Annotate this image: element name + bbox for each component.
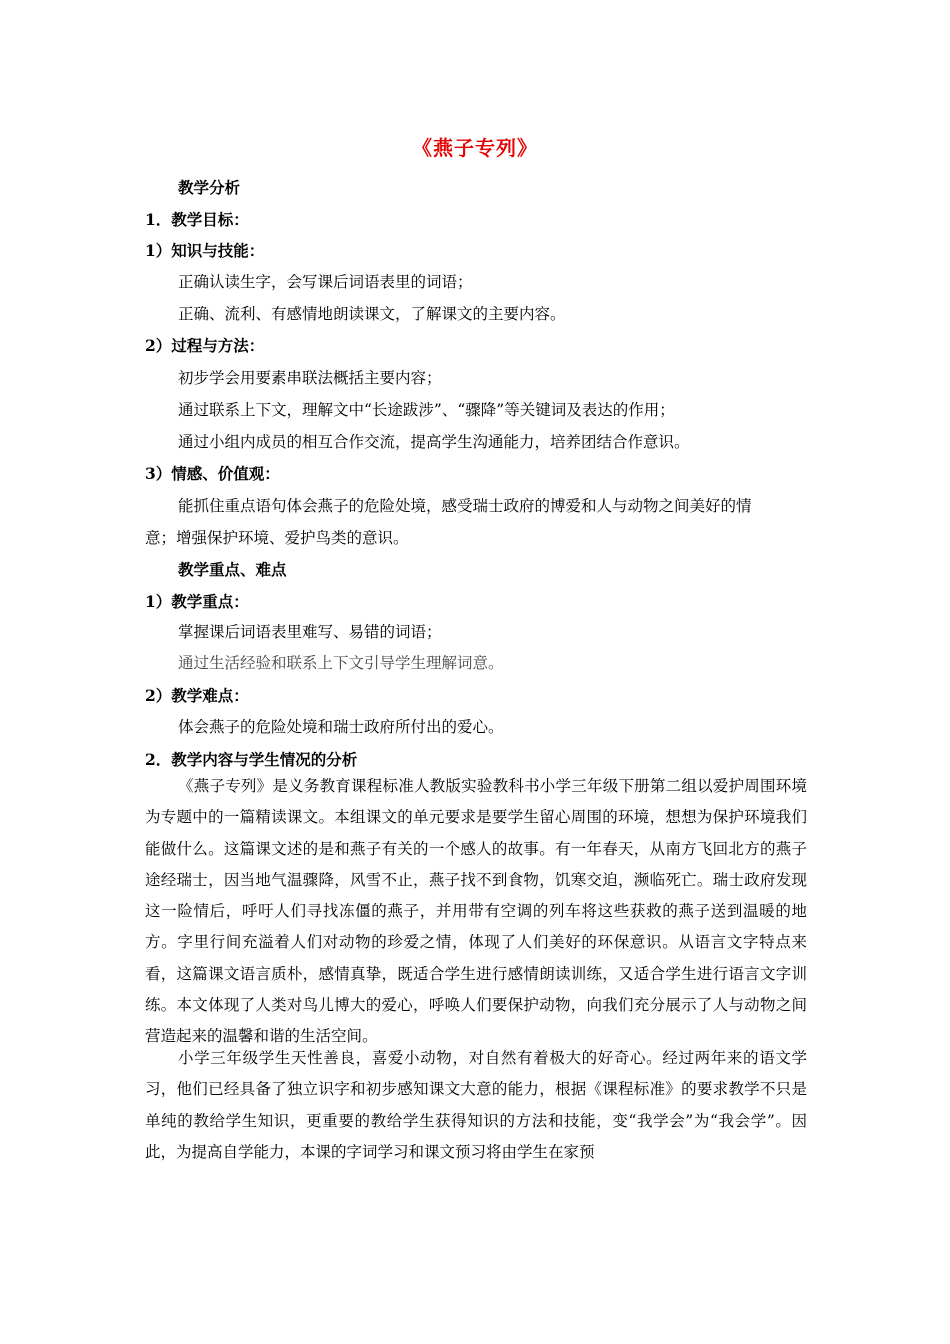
difficult-heading: 2）教学难点： [145,686,249,705]
knowledge-item: 正确认读生字，会写课后词语表里的词语； [178,273,473,291]
process-item: 通过联系上下文，理解文中“长途跋涉”、“骤降”等关键词及表达的作用； [178,401,675,419]
keypoints-heading: 教学重点、难点 [178,560,287,579]
document-title: 《燕子专列》 [412,136,538,160]
key-item: 通过生活经验和联系上下文引导学生理解词意。 [178,654,504,672]
content-heading: 2．教学内容与学生情况的分析 [145,750,358,769]
key-heading: 1）教学重点： [145,592,249,611]
emotion-text-line: 意；增强保护环境、爱护鸟类的意识。 [145,529,409,547]
knowledge-item: 正确、流利、有感情地朗读课文，了解课文的主要内容。 [178,305,566,323]
content-paragraph: 《燕子专列》是义务教育课程标准人教版实验教科书小学三年级下册第二组以爱护周围环境为专题中的一篇精读课文。本组课文的单元要求是要学生留心周围的环境，想想为保护环境我们能做什么。这篇课文述的是和燕子有关的一个感人的故事。有一年春天，从南方飞回北方的燕子途经瑞士，因当地气温骤降，风雪不止，燕子找不到食物，饥寒交迫，濒临死亡。瑞士政府发现这一险情后，呼吁人们寻找冻僵的燕子，并用带有空调的列车将这些获救的燕子送到温暖的地方。字里行间充溢着人们对动物的珍爱之情，体现了人们美好的环保意识。从语言文字特点来看，这篇课文语言质朴，感情真挚，既适合学生进行感情朗读训练，又适合学生进行语言文字训练。本文体现了人类对鸟儿博大的爱心，呼唤人们要保护动物，向我们充分展示了人与动物之间营造起来的温馨和谐的生活空间。 [145,777,807,1046]
emotion-heading: 3）情感、价值观： [145,464,280,483]
key-item: 掌握课后词语表里难写、易错的词语； [178,623,442,641]
difficult-item: 体会燕子的危险处境和瑞士政府所付出的爱心。 [178,718,504,736]
process-item: 初步学会用要素串联法概括主要内容； [178,369,442,387]
emotion-text-line: 能抓住重点语句体会燕子的危险处境，感受瑞士政府的博爱和人与动物之间美好的情 [178,497,752,515]
process-item: 通过小组内成员的相互合作交流，提高学生沟通能力，培养团结合作意识。 [178,433,690,451]
students-paragraph: 小学三年级学生天性善良，喜爱小动物，对自然有着极大的好奇心。经过两年来的语文学习，他们已经具备了独立识字和初步感知课文大意的能力，根据《课程标准》的要求教学不只是单纯的教给学生知识，更重要的教给学生获得知识的方法和技能，变“我学会”为“我会学”。因此，为提高自学能力，本课的字词学习和课文预习将由学生在家预 [145,1049,807,1161]
process-heading: 2）过程与方法： [145,336,265,355]
knowledge-heading: 1）知识与技能： [145,241,265,260]
goal-heading: 1．教学目标： [145,210,249,229]
analysis-heading: 教学分析 [178,178,241,197]
